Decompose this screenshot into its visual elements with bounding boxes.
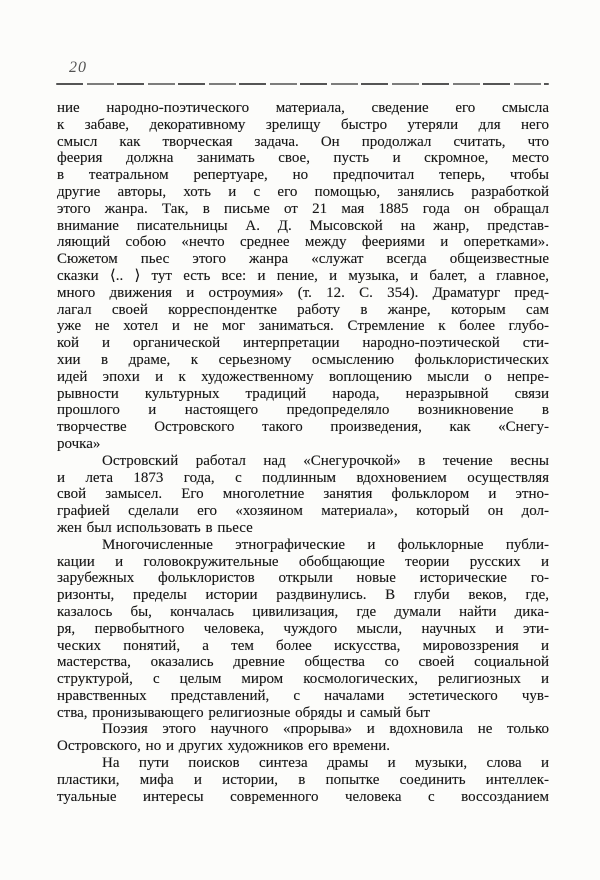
text-line: графией сделали его «хозяином материала», который он дол- bbox=[57, 503, 549, 520]
text-line: рывности культурных традиций народа, неразрывной связи bbox=[57, 385, 549, 402]
text-line: кации и головокружительные обобщающие теории русских и bbox=[57, 553, 549, 570]
text-line: ческих понятий, а тем более искусства, мировоззрения и bbox=[57, 637, 549, 654]
text-line: ря, первобытного человека, чуждого мысли, научных и эти- bbox=[57, 620, 549, 637]
text-line: Многочисленные этнографические и фольклорные публи- bbox=[102, 536, 549, 553]
text-line: мастерства, оказались древние общества со своей социальной bbox=[57, 654, 549, 671]
text-line: пластики, мифа и истории, в попытке соединить интеллек- bbox=[57, 771, 549, 788]
text-line: ние народно-поэтического материала, сведение его смысла bbox=[57, 100, 549, 116]
text-line: свой замысел. Его многолетние занятия фольклором и этно- bbox=[57, 486, 549, 503]
text-line: На пути поисков синтеза драмы и музыки, слова и bbox=[102, 755, 549, 772]
body-text bbox=[57, 100, 549, 805]
text-line: уже не хотел и не мог заниматься. Стремление к более глубо- bbox=[57, 318, 549, 335]
text-line: и лета 1873 года, с подлинным вдохновением осуществляя bbox=[57, 469, 549, 486]
page-number: 20 bbox=[69, 59, 87, 76]
header-rule bbox=[56, 83, 549, 85]
text-line: туальные интересы современного человека с воссозданием bbox=[57, 788, 549, 805]
text-line: Островский работал над «Снегурочкой» в течение весны bbox=[102, 452, 549, 469]
text-line: другие авторы, хоть и с его помощью, занялись разработкой bbox=[57, 183, 549, 200]
text-line: идей эпохи и к художественному воплощению мысли о непре- bbox=[57, 368, 549, 385]
text-line: Поэзия этого научного «прорыва» и вдохновила не только bbox=[102, 721, 549, 738]
text-line: Островского, но и других художников его времени. bbox=[57, 738, 391, 755]
text-line: прошлого и настоящего предопределяло возникновение в bbox=[57, 402, 549, 419]
text-line: ляющий собою «нечто среднее между феериями и оперетками». bbox=[57, 234, 549, 251]
text-line: зарубежных фольклористов открыли новые исторические го- bbox=[57, 570, 549, 587]
text-line: хии в драме, к серьезному осмыслению фольклористических bbox=[57, 351, 549, 368]
text-line: рочка» bbox=[57, 435, 101, 452]
text-line: жен был использовать в пьесе bbox=[57, 519, 253, 536]
text-line: ризонты, пределы истории раздвинулись. В глуби веков, где, bbox=[57, 587, 549, 604]
text-line: сказки ⟨.. ⟩ тут есть все: и пение, и музыка, и балет, а главное, bbox=[57, 267, 549, 284]
text-line: к забаве, декоративному зрелищу быстро утеряли для него bbox=[57, 116, 549, 133]
text-line: смысл как творческая задача. Он продолжал считать, что bbox=[57, 133, 549, 150]
text-line: творчестве Островского такого произведения, как «Снегу- bbox=[57, 419, 549, 436]
text-line: в театральном репертуаре, но предпочитал теперь, чтобы bbox=[57, 167, 549, 184]
text-line: Сюжетом пьес этого жанра «служат всегда общеизвестные bbox=[57, 251, 549, 268]
text-line: нравственных представлений, с началами эстетического чув- bbox=[57, 687, 549, 704]
text-line: этого жанра. Так, в письме от 21 мая 1885 года он обращал bbox=[57, 200, 549, 217]
text-line: много движения и остроумия» (т. 12. С. 354). Драматург пред- bbox=[57, 284, 549, 301]
text-line: казалось бы, кончалась цивилизация, где думали найти дика- bbox=[57, 603, 549, 620]
text-line: кой и органической интерпретации народно-поэтической сти- bbox=[57, 335, 549, 352]
text-line: структурой, с целым миром космологических, религиозных и bbox=[57, 671, 549, 688]
text-line: феерия должна занимать свое, пусть и скромное, место bbox=[57, 150, 549, 167]
text-line: внимание писательницы А. Д. Мысовской на жанр, представ- bbox=[57, 217, 549, 234]
text-line: ства, пронизывающего религиозные обряды и самый быт bbox=[57, 704, 430, 721]
text-line: лагал своей корреспондентке работу в жанре, которым сам bbox=[57, 301, 549, 318]
